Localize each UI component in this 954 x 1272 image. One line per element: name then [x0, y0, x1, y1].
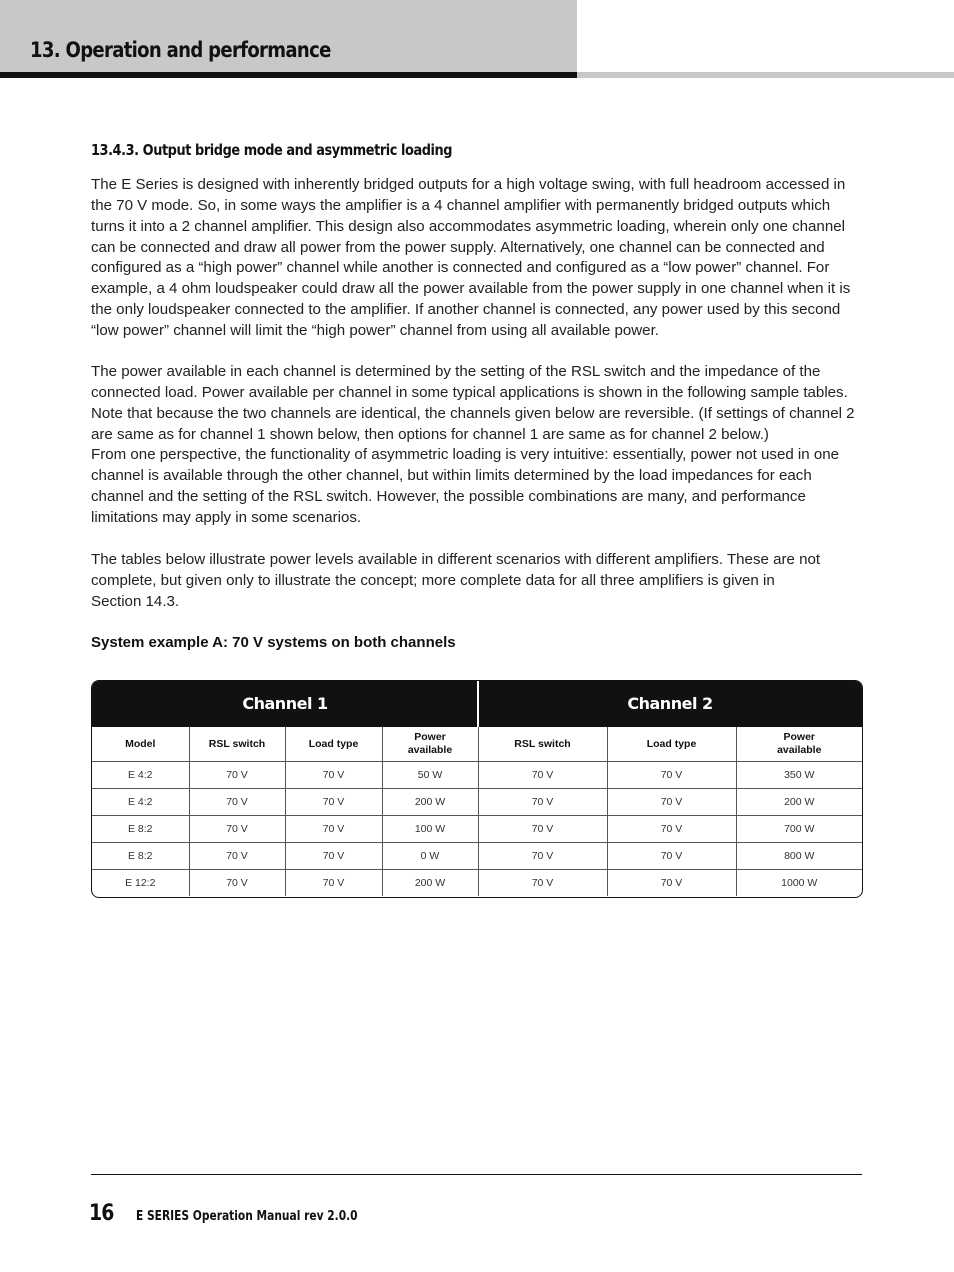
table-cell: 700 W [736, 816, 862, 843]
paragraph-2: The power available in each channel is determined by the setting of the RSL switch and the impedance of the connected load. Power available per channel in some typical applications is shown in the following sample tables. Note that because the two channels are identical, the channels given below are reversible. (If settings of channel 2 are same as for channel 1 shown below, then options for channel 1 are same as for channel 2 below.) From one perspective, the functionality of asymmetric loading is very intuitive: essentially, power not used in one channel is available through the other channel, but within limits determined by the load impedances for each channel and the setting of the RSL switch. However, the possible combinations are many, and performance limitations may apply in some scenarios. [91, 363, 855, 526]
table-cell: 1000 W [781, 877, 818, 889]
table-cell: 70 V [478, 762, 607, 789]
channel-2-label: Channel 2 [627, 694, 713, 713]
column-header: RSL switch [478, 727, 607, 762]
table-cell: 70 V [285, 789, 382, 816]
table-row [92, 789, 862, 816]
column-header: RSL switch [189, 727, 285, 762]
table-cell: 70 V [189, 816, 285, 843]
header-rule-dark [0, 72, 577, 78]
table-cell: E 4:2 [92, 789, 189, 816]
table-cell: 70 V [478, 870, 607, 897]
header-band [0, 0, 577, 74]
table-cell: 70 V [285, 816, 382, 843]
column-header: Power available [382, 727, 478, 762]
manual-title: E SERIES Operation Manual rev 2.0.0 [136, 1209, 358, 1224]
table-cell: 200 W [736, 789, 862, 816]
column-header: Load type [607, 727, 736, 762]
table-row [92, 762, 862, 789]
page-number: 16 [89, 1201, 114, 1226]
header-rule-light [577, 72, 954, 78]
table-cell: 200 W [382, 789, 478, 816]
table-cell: 800 W [736, 843, 862, 870]
paragraph-3: The tables below illustrate power levels available in different scenarios with different amplifiers. These are not complete, but given only to illustrate the concept; more complete data for all three amplifiers is given in Section 14.3. [91, 551, 821, 610]
table-cell: 70 V [607, 816, 736, 843]
example-heading: System example A: 70 V systems on both channels [91, 634, 456, 651]
table-cell: 70 V [607, 789, 736, 816]
table-cell: 50 W [382, 762, 478, 789]
table-cell: 0 W [382, 843, 478, 870]
table-cell: 350 W [736, 762, 862, 789]
power-table [91, 680, 863, 898]
table-row [92, 816, 862, 843]
table-cell: 70 V [189, 762, 285, 789]
paragraph-1: The E Series is designed with inherently bridged outputs for a high voltage swing, with full headroom accessed in the 70 V mode. So, in some ways the amplifier is a 4 channel amplifier with permanently bridged outputs which turns it into a 2 channel amplifier. This design also accommodates asymmetric loading, wherein only one channel can be connected and draw all power from the power supply. Alternatively, one channel can be connected and configured as a “high power” channel while another is connected and configured as a “low power” channel. For example, a 4 ohm loudspeaker could draw all the power available from the power supply in one channel when it is the only loudspeaker connected to the amplifier. If another channel is connected, any power used by this second “low power” channel will limit the “high power” channel from using all available power. [91, 176, 851, 339]
table-cell: 70 V [189, 843, 285, 870]
table-cell: E 8:2 [92, 816, 189, 843]
table-cell: 70 V [607, 762, 736, 789]
table-cell: 70 V [285, 843, 382, 870]
table-cell: 200 W [382, 870, 478, 897]
table-cell: 70 V [478, 816, 607, 843]
chapter-title: 13. Operation and performance [30, 38, 331, 62]
column-header: Load type [285, 727, 382, 762]
table-cell: E 4:2 [92, 762, 189, 789]
table-row [92, 870, 862, 897]
table-cell: 70 V [607, 843, 736, 870]
table-cell: E 8:2 [92, 843, 189, 870]
table-column-header-row [92, 727, 862, 762]
section-heading: 13.4.3. Output bridge mode and asymmetric loading [91, 141, 453, 159]
table-cell: 70 V [285, 762, 382, 789]
table-cell: 70 V [478, 843, 607, 870]
column-header: Power available [736, 727, 862, 762]
column-header: Model [92, 727, 189, 762]
table-cell: 70 V [285, 870, 382, 897]
footer-rule [91, 1174, 862, 1175]
table-channel-header [92, 681, 862, 727]
table-cell: 70 V [607, 870, 736, 897]
table-cell: 100 W [382, 816, 478, 843]
table-cell: 70 V [478, 789, 607, 816]
channel-1-label: Channel 1 [242, 694, 328, 713]
table-cell: E 12:2 [92, 870, 189, 897]
table-cell: 70 V [189, 789, 285, 816]
power-grid [92, 727, 862, 896]
table-row [92, 843, 862, 870]
table-cell: 70 V [189, 870, 285, 897]
